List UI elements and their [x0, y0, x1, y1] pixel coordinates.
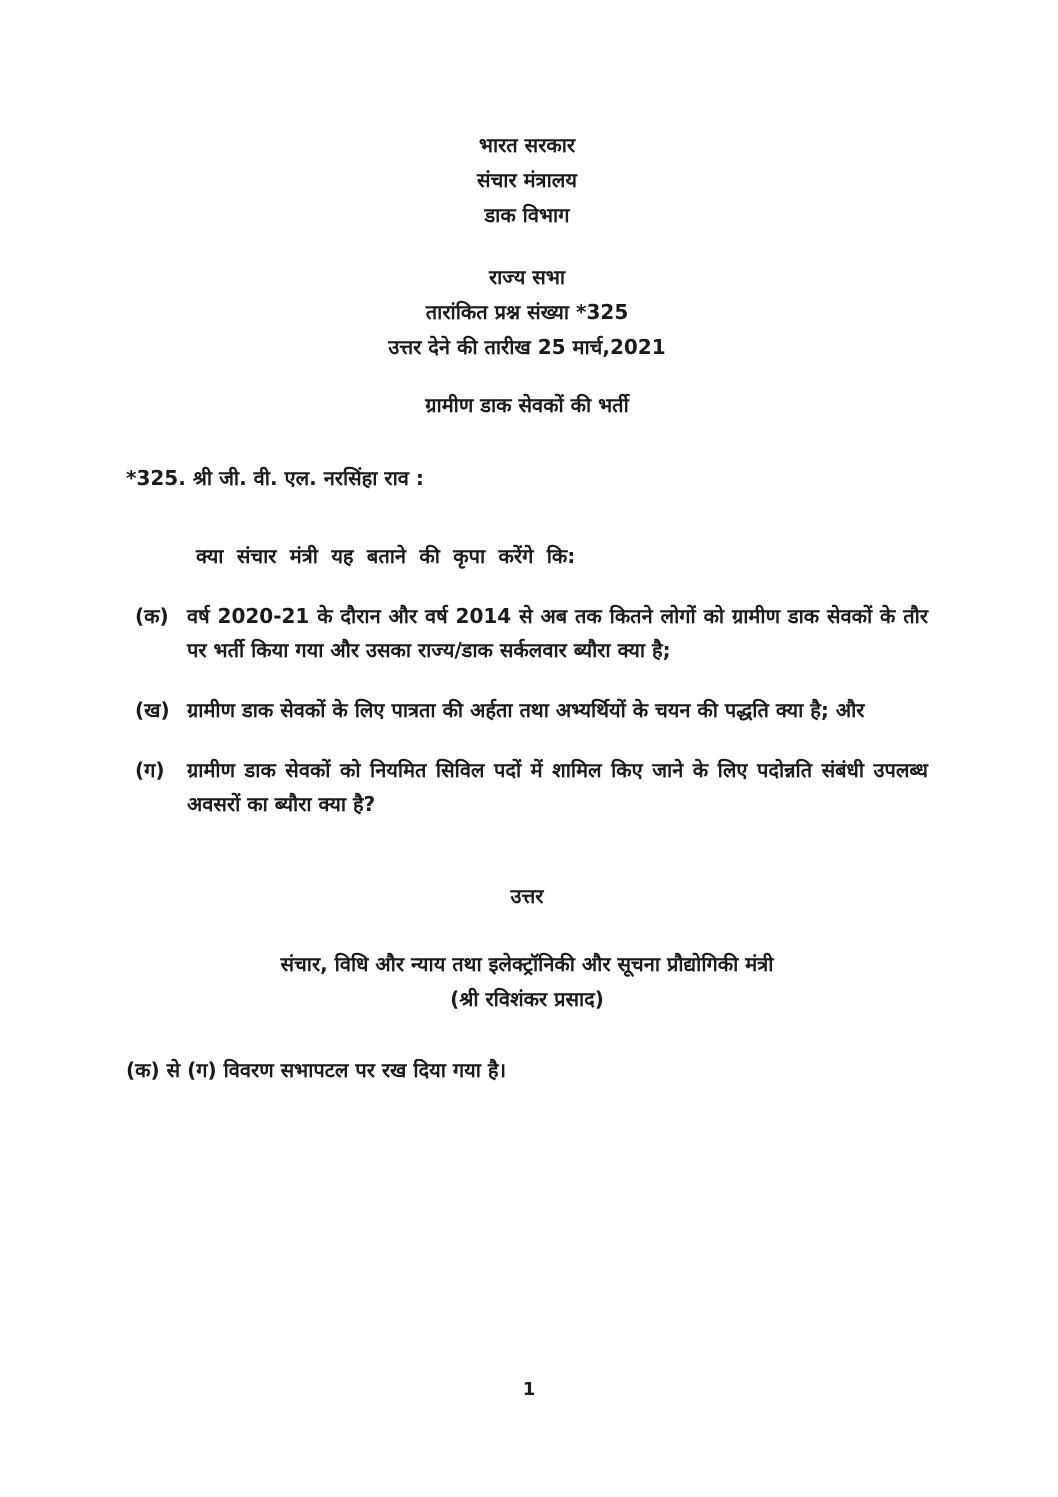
- question-label: (ग): [135, 758, 165, 782]
- question-item-kha: [126, 693, 928, 727]
- question-label: (क): [135, 604, 169, 628]
- header-ministry-line: संचार मंत्रालय: [477, 168, 577, 192]
- answer-statement: (क) से (ग) विवरण सभापटल पर रख दिया गया है।: [126, 1058, 507, 1082]
- question-label: (ख): [135, 698, 170, 722]
- question-item-ka: [126, 599, 928, 667]
- minister-block: [126, 947, 928, 1017]
- question-intro: क्या संचार मंत्री यह बताने की कृपा करेंगे कि:: [196, 544, 576, 568]
- house-name: राज्य सभा: [488, 265, 566, 289]
- answer-date-line: उत्तर देने की तारीख 25 मार्च,2021: [388, 335, 666, 359]
- subject-title: ग्रामीण डाक सेवकों की भर्ती: [425, 393, 629, 417]
- header-department-line: डाक विभाग: [484, 203, 570, 227]
- question-number-line: तारांकित प्रश्न संख्या *325: [425, 300, 629, 324]
- question-text: वर्ष 2020-21 के दौरान और वर्ष 2014 से अब तक कितने लोगों को ग्रामीण डाक सेवकों के तौर पर भर्ती किया गया और उसका राज्य/डाक सर्कलवार ब्यौरा क्या है;: [187, 604, 928, 662]
- questioner-line: *325. श्री जी. वी. एल. नरसिंहा राव :: [126, 466, 424, 490]
- header-government-line: भारत सरकार: [478, 133, 576, 157]
- minister-title: संचार, विधि और न्याय तथा इलेक्ट्रॉनिकी और सूचना प्रौद्योगिकी मंत्री: [280, 952, 774, 976]
- question-text: ग्रामीण डाक सेवकों को नियमित सिविल पदों में शामिल किए जाने के लिए पदोन्नति संबंधी उपलब्ध अवसरों का ब्यौरा क्या है?: [187, 758, 928, 816]
- government-header: [126, 128, 928, 233]
- page-number: 1: [522, 1379, 536, 1400]
- question-text: ग्रामीण डाक सेवकों के लिए पात्रता की अर्हता तथा अभ्यर्थियों के चयन की पद्धति क्या है; और: [187, 698, 865, 722]
- answer-heading: उत्तर: [510, 884, 544, 908]
- minister-name: (श्री रविशंकर प्रसाद): [450, 987, 604, 1011]
- question-meta-block: [126, 260, 928, 365]
- question-item-ga: [126, 753, 928, 821]
